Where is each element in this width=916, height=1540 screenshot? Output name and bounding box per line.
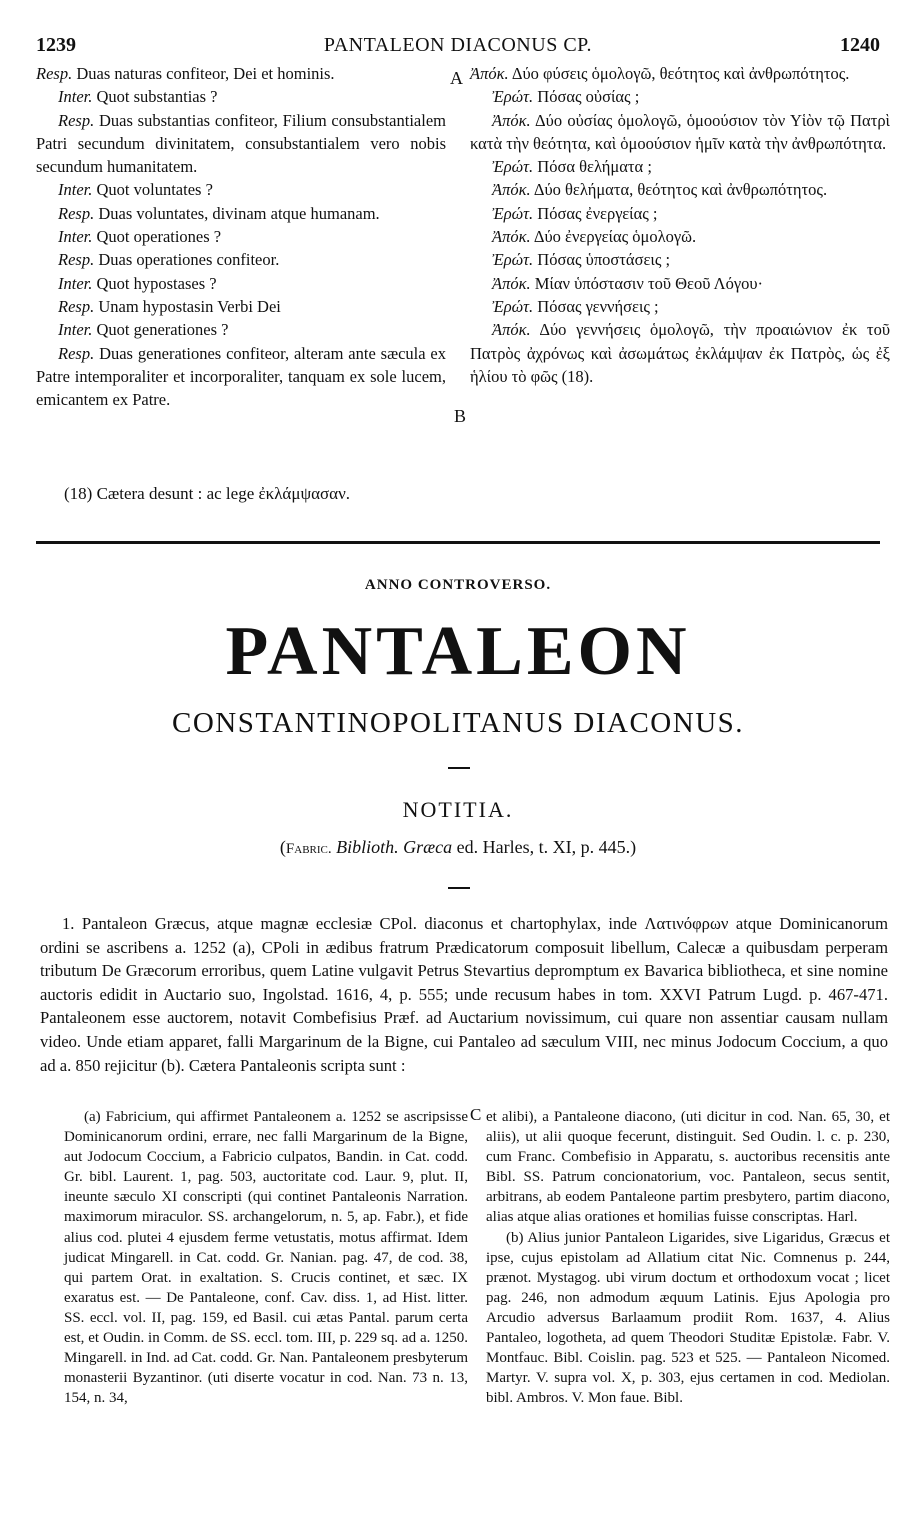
speaker-label: Ἀπόκ.: [492, 110, 531, 130]
dialogue-text: Unam hypostasin Verbi Dei: [94, 296, 281, 316]
section-divider: [36, 541, 880, 544]
source-open: (: [279, 837, 286, 857]
dialogue-line: [470, 109, 890, 156]
speaker-label: Inter.: [58, 273, 93, 293]
dialogue-line: [36, 225, 446, 248]
dialogue-text: Duas operationes confiteor.: [94, 250, 280, 270]
dialogue-text: Quot hypostases ?: [92, 273, 217, 293]
dialogue-line: [36, 272, 446, 295]
dialogue-text: Duas generationes confiteor, alteram ante sæcula ex Patre intemporaliter et incorporaliter, tanquam ex sole lucem, emicantem ex Patre.: [36, 343, 446, 410]
greek-dialogue-column: [470, 62, 890, 388]
dialogue-line: [470, 248, 890, 271]
source-fabric: Fabric.: [285, 841, 332, 857]
notitia-heading: NOTITIA.: [402, 797, 514, 822]
source-citation: [0, 837, 916, 858]
dialogue-line: [470, 272, 890, 295]
margin-marker-b: B: [454, 406, 467, 426]
dialogue-text: Δύο ἐνεργείας ὁμολογῶ.: [530, 227, 697, 247]
dialogue-line: [470, 318, 890, 388]
dialogue-text: Quot generationes ?: [92, 320, 229, 340]
latin-dialogue-column: [36, 62, 446, 411]
running-header: [36, 34, 880, 58]
dialogue-line: [36, 342, 446, 412]
subtitle: CONSTANTINOPOLITANUS DIACONUS.: [171, 707, 745, 739]
footnote-a-continued: et alibi), a Pantaleone diacono, (uti dicitur in cod. Nan. 65, 30, et aliis), ut alii quoque fecerunt, distinguit. Sed Oudin. l. c. p. 230, cum Franc. Combefisio in Apparatu, s. auctoribus recensitis ante Bibl. SS. Patrum concionatorium, voc. Pantaleon, secus sentit, arbitrans, ab eodem Pantaleone partim presbytero, partim diacono, alias atque alias orationes et homilias fuisse conscriptas. Harl.: [486, 1109, 890, 1226]
dialogue-text: Quot voluntates ?: [92, 180, 213, 200]
dialogue-text: Δύο θελήματα, θεότητος καὶ ἀνθρωπότητος.: [530, 180, 828, 200]
dialogue-text: Πόσα θελήματα ;: [533, 157, 652, 177]
running-title: PANTALEON DIACONUS CP.: [323, 34, 593, 56]
speaker-label: Resp.: [36, 64, 73, 83]
dialogue-line: [36, 202, 446, 225]
margin-marker-a: A: [450, 68, 463, 88]
speaker-label: Ἐρώτ.: [492, 87, 534, 107]
dialogue-text: Quot substantias ?: [92, 87, 218, 107]
speaker-label: Resp.: [58, 296, 95, 316]
footnote-column-right: [486, 1107, 890, 1408]
dialogue-line: [470, 62, 890, 85]
speaker-label: Ἀπόκ.: [492, 273, 531, 293]
dialogue-text: Duas substantias confiteor, Filium consubstantialem Patri secundum divinitatem, consubstantialem vero nobis secundum humanitatem.: [36, 110, 446, 177]
footnote-b: (b) Alius junior Pantaleon Ligarides, sive Ligaridus, Græcus et ipse, cujus epistolam ad Allatium citat Nic. Comnenus p. 244, prænot. Mystagog. ubi virum doctum et orthodoxum vocat ; licet pag. 246, non admodum æquum Latinis. Ejus Apologia pro Arcudio adversus Barlaamum prodiit Rom. 1637, 4. Alius Pantaleo, logotheta, ad quem Theodori Studitæ Epistolæ. Fabr. V. Montfauc. Bibl. Coislin. pag. 523 et 525. — Pantaleon Nicomed. Martyr. V. supra vol. X, p. 303, ejus certamen in cod. Mediolan. bibl. Ambros. V. Mon faue. Bibl.: [486, 1229, 890, 1407]
dialogue-text: Δύο φύσεις ὁμολογῶ, θεότητος καὶ ἀνθρωπότητος.: [508, 64, 850, 83]
anno-heading: ANNO CONTROVERSO.: [364, 577, 552, 593]
dialogue-line: [470, 85, 890, 108]
dialogue-text: Δύο γεννήσεις ὁμολογῶ, τὴν προαιώνιον ἐκ τοῦ Πατρὸς ἀχρόνως καὶ ἀσωμάτως ἐκλάμψαν ἐκ Πατρὸς, ὡς ἐξ ἡλίου τὸ φῶς (18).: [470, 320, 890, 386]
dialogue-text: Πόσας γεννήσεις ;: [533, 296, 659, 316]
dialogue-line: [36, 109, 446, 179]
dialogue-text: Duas voluntates, divinam atque humanam.: [94, 203, 380, 223]
speaker-label: Ἐρώτ.: [492, 157, 534, 177]
dialogue-text: Πόσας οὐσίας ;: [533, 87, 640, 107]
margin-marker-c: C: [470, 1105, 482, 1124]
dialogue-line: [470, 225, 890, 248]
title-dash: [448, 767, 470, 769]
source-rest: ed. Harles, t. XI, p. 445.): [452, 837, 637, 857]
footnote-column-left: [64, 1107, 468, 1408]
dialogue-line: [470, 295, 890, 318]
dialogue-line: [36, 85, 446, 108]
speaker-label: Resp.: [58, 203, 95, 223]
speaker-label: Inter.: [58, 180, 93, 200]
dialogue-line: [36, 62, 446, 85]
speaker-label: Resp.: [58, 110, 95, 130]
dialogue-text: Πόσας ὑποστάσεις ;: [533, 250, 671, 270]
speaker-label: Ἐρώτ.: [492, 203, 534, 223]
dialogue-line: [36, 318, 446, 341]
dialogue-line: [36, 295, 446, 318]
source-biblioth: Biblioth.: [331, 837, 399, 857]
dialogue-line: [470, 155, 890, 178]
speaker-label: Ἐρώτ.: [492, 296, 534, 316]
dialogue-text: Duas naturas confiteor, Dei et hominis.: [72, 64, 335, 83]
main-title: PANTALEON: [225, 613, 691, 690]
dialogue-line: [470, 178, 890, 201]
speaker-label: Ἀπόκ.: [492, 227, 531, 247]
speaker-label: Ἀπόκ.: [492, 180, 531, 200]
dialogue-text: Δύο οὐσίας ὁμολογῶ, ὁμοούσιον τὸν Υἱὸν τῷ Πατρὶ κατὰ τὴν θεότητα, καὶ ὁμοούσιον ἡμῖν κατὰ τὴν ἀνθρωπότητα.: [470, 110, 890, 153]
page-number-left: 1239: [36, 34, 76, 56]
dialogue-text: Quot operationes ?: [92, 227, 222, 247]
body-paragraph: 1. Pantaleon Græcus, atque magnæ ecclesiæ CPol. diaconus et chartophylax, inde Λατινόφρων atque Dominicanorum ordini se ascribens a. 1252 (a), CPoli in ædibus fratrum Prædicatorum composuit libellum, Calecæ a quibusdam perperam tributum De Græcorum erroribus, quem Latine vulgavit Petrus Stevartius depromptum ex Bavarica bibliotheca, et sine nomine auctoris edidit in Auctario suo, Ingolstad. 1616, 4, p. 555; unde recusum habes in tom. XXVI Patrum Lugd. p. 467-471. Pantaleonem esse auctorem, notavit Combefisius Præf. ad Auctarium novissimum, cui quare non assentiar causam nullam video. Unde etiam apparet, falli Margarinum de la Bigne, cui Pantaleo ad sæculum VIII, nec minus Jodocum Coccium, a quo ad a. 850 rejicitur (b). Cætera Pantaleonis scripta sunt :: [40, 914, 888, 1075]
source-graeca: Græca: [398, 837, 453, 857]
speaker-label: Inter.: [58, 87, 93, 107]
notitia-dash: [448, 887, 470, 889]
dialogue-text: Πόσας ἐνεργείας ;: [533, 203, 658, 223]
footnote-18: (18) Cætera desunt : ac lege ἐκλάμψασαν.: [64, 484, 351, 503]
speaker-label: Ἐρώτ.: [492, 250, 534, 270]
speaker-label: Resp.: [58, 343, 95, 363]
speaker-label: Ἀπόκ.: [470, 64, 509, 83]
dialogue-line: [36, 178, 446, 201]
dialogue-line: [36, 248, 446, 271]
speaker-label: Inter.: [58, 320, 93, 340]
speaker-label: Resp.: [58, 250, 95, 270]
speaker-label: Ἀπόκ.: [492, 320, 531, 340]
dialogue-text: Μίαν ὑπόστασιν τοῦ Θεοῦ Λόγου·: [530, 273, 764, 293]
speaker-label: Inter.: [58, 227, 93, 247]
page-number-right: 1240: [840, 34, 880, 56]
footnote-a: (a) Fabricium, qui affirmet Pantaleonem a. 1252 se ascripsisse Dominicanorum ordini, errare, nec falli Margarinum de la Bigne, aut Jodocum Coccium, a Fabricio culpatos, Bandin. in Cat. codd. Gr. bibl. Laurent. 1, pag. 503, auctoritate cod. Laur. 9, plut. II, ineunte sæculo XI conscripti (qui continet Pantaleonis Narration. maximorum miraculor. SS. archangelorum, n. 5, ap. Fabr.), et fide alius cod. plutei 4 ejusdem ferme vetustatis, motus affirmat. Idem judicat Mingarell. in Cat. codd. Gr. Nanian. pag. 47, de cod. 38, qui partem Orat. in exaltation. S. Crucis continet, et sæc. IX exaratus est. — De Pantaleone, conf. Cav. diss. 1, ad Hist. litter. SS. eccl. vol. II, pag. 159, ed Basil. cui ætas Pantal. parum certa est, et Oudin. in Comm. de SS. eccl. tom. III, p. 229 sq. ad a. 1250. Mingarell. in Ind. ad Cat. codd. Gr. Nan. Pantaleonem presbyterum monasterii Byzantinor. (uti diserte vocatur in cod. Nan. 73 n. 13, 154, n. 34,: [64, 1109, 468, 1407]
dialogue-line: [470, 202, 890, 225]
